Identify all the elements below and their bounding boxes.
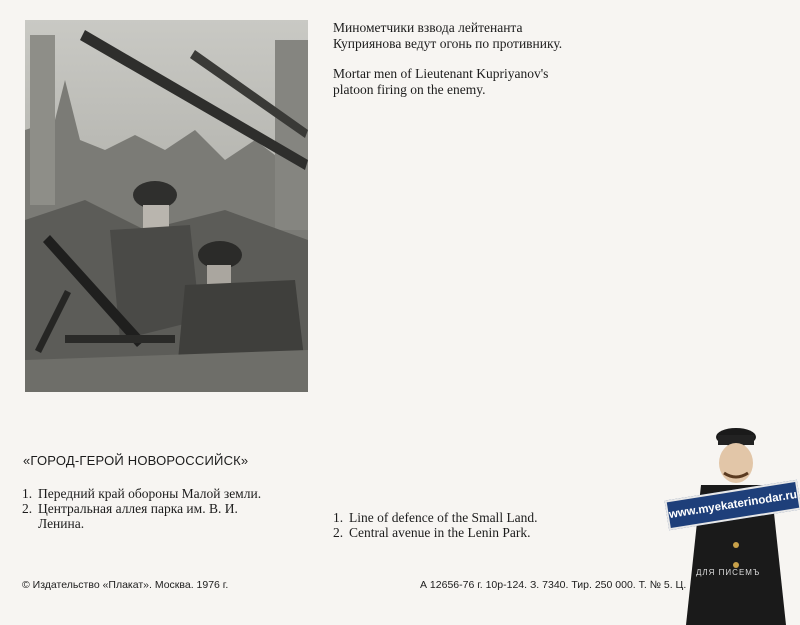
caption-en-line1: Mortar men of Lieutenant Kupriyanov's — [333, 66, 549, 81]
list-item-text: Line of defence of the Small Land. — [349, 510, 538, 525]
list-item-number: 1. — [22, 486, 33, 501]
series-title: «ГОРОД-ГЕРОЙ НОВОРОССИЙСК» — [23, 453, 249, 468]
list-item-text: Передний край обороны Малой земли. — [38, 486, 262, 501]
publisher-imprint: © Издательство «Плакат». Москва. 1976 г. — [22, 579, 229, 591]
war-photo — [25, 20, 308, 392]
list-item — [333, 510, 633, 525]
list-item-number: 2. — [22, 501, 33, 516]
list-item — [22, 501, 282, 531]
list-russian — [22, 486, 282, 531]
watermark — [666, 425, 800, 625]
photo-illustration — [25, 20, 308, 392]
list-item-text: Центральная аллея парка им. В. И. Ленина. — [38, 501, 238, 531]
list-item-number: 2. — [333, 525, 344, 540]
caption-russian — [333, 20, 562, 52]
caption-ru-line2: Куприянова ведут огонь по противнику. — [333, 36, 563, 51]
watermark-stamp: ДЛЯ ПИСЕМЪ — [696, 568, 761, 577]
list-english — [333, 510, 633, 540]
list-item-number: 1. — [333, 510, 344, 525]
list-item — [22, 486, 282, 501]
list-item — [333, 525, 633, 540]
print-details: А 12656-76 г. 10р-124. З. 7340. Тир. 250 000. Т. № 5. Ц. — [420, 579, 687, 591]
caption-en-line2: platoon firing on the enemy. — [333, 82, 486, 97]
caption-ru-line1: Минометчики взвода лейтенанта — [333, 20, 523, 35]
caption-english — [333, 66, 548, 98]
watermark-banner: www.myekaterinodar.ru — [664, 480, 800, 531]
list-item-text: Central avenue in the Lenin Park. — [349, 525, 531, 540]
